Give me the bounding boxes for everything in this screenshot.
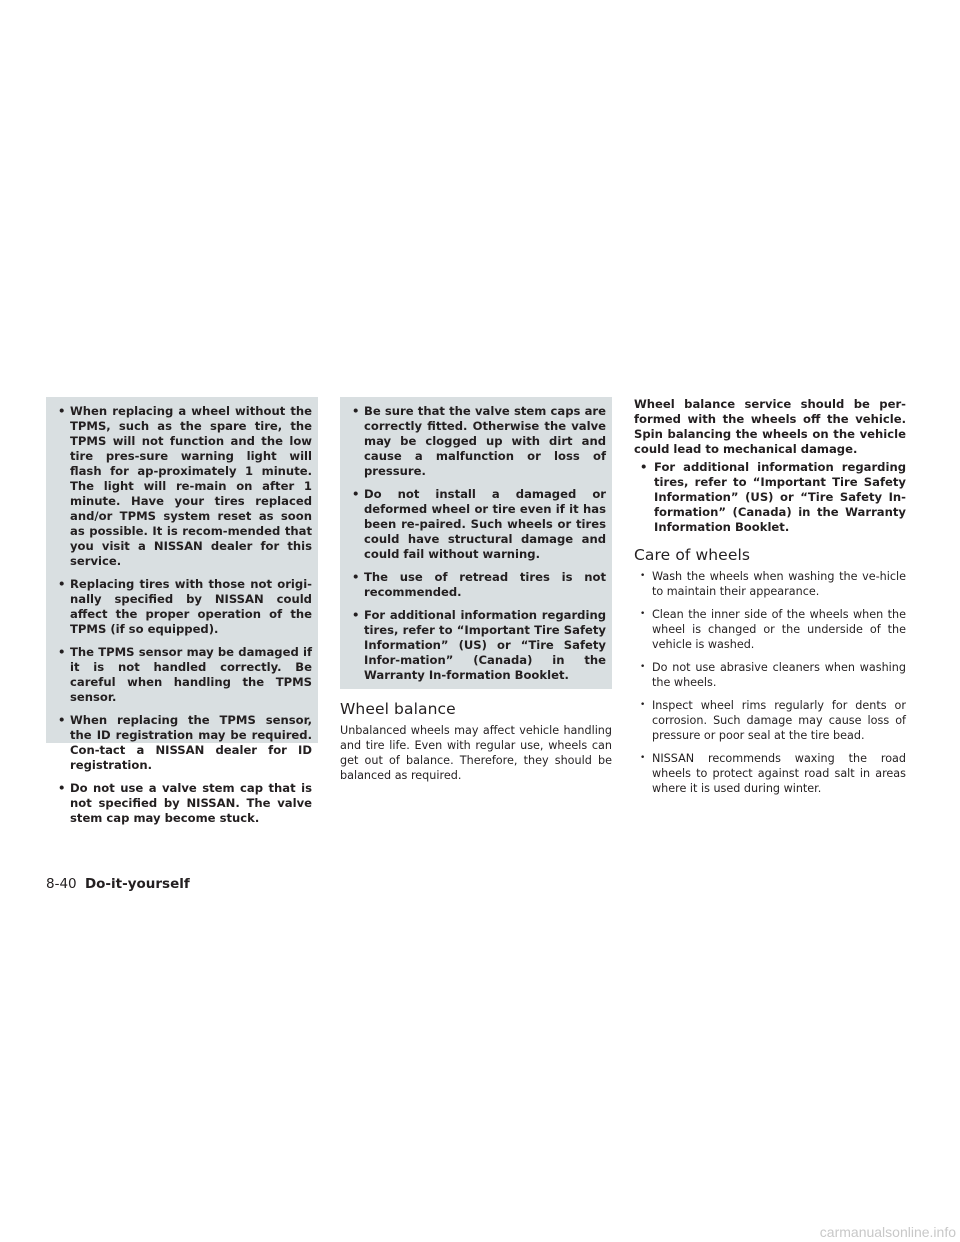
warning-item: • For additional information regarding tires, refer to “Important Tire Safety Information” (US) or “Tire Safety Infor-mation” (Canada) in the Warranty In-formation Booklet.: [350, 608, 606, 683]
warning-box-2: [340, 397, 612, 689]
warning-item: • Do not use a valve stem cap that is not specified by NISSAN. The valve stem cap may become stuck.: [56, 781, 312, 826]
warning-item: • When replacing the TPMS sensor, the ID registration may be required. Con-tact a NISSAN dealer for ID registration.: [56, 713, 312, 773]
list-item: • Do not use abrasive cleaners when washing the wheels.: [634, 660, 906, 690]
warning-item: • Do not install a damaged or deformed wheel or tire even if it has been re-paired. Such wheels or tires could have structural damage and could fail without warning.: [350, 487, 606, 562]
sub-bullet-list: [634, 460, 906, 535]
warning-list-1: [56, 404, 312, 826]
warning-item: • When replacing a wheel without the TPMS, such as the spare tire, the TPMS will not function and the low tire pres-sure warning light will flash for ap-proximately 1 minute. The light will re-main on after 1 minute. Have your tires replaced and/or TPMS system reset as soon as possible. It is recom-mended that you visit a NISSAN dealer for this service.: [56, 404, 312, 569]
warning-box-1: [46, 397, 318, 825]
warning-item: • The use of retread tires is not recommended.: [350, 570, 606, 600]
warning-item: • The TPMS sensor may be damaged if it is not handled correctly. Be careful when handling the TPMS sensor.: [56, 645, 312, 705]
warning-item: • Be sure that the valve stem caps are correctly fitted. Otherwise the valve may be clogged up with dirt and cause a malfunction or loss of pressure.: [350, 404, 606, 479]
column-3: [634, 397, 906, 804]
warning-list-2: [350, 404, 606, 683]
column-2: [340, 397, 612, 783]
section-heading-wheel-balance: Wheel balance: [340, 700, 456, 718]
list-item: • NISSAN recommends waxing the road wheels to protect against road salt in areas where it is used during winter.: [634, 751, 906, 796]
page-footer: [46, 876, 190, 892]
wheel-balance-service-note: Wheel balance service should be per-formed with the wheels off the vehicle. Spin balancing the wheels on the vehicle could lead to mechanical damage.: [634, 397, 906, 456]
wheel-balance-paragraph: Unbalanced wheels may affect vehicle handling and tire life. Even with regular use, wheels can get out of balance. Therefore, they should be balanced as required.: [340, 724, 612, 782]
list-item: • Clean the inner side of the wheels when the wheel is changed or the underside of the vehicle is washed.: [634, 607, 906, 652]
section-name: Do-it-yourself: [84, 876, 190, 892]
warning-item: • Replacing tires with those not origi-nally specified by NISSAN could affect the proper operation of the TPMS (if so equipped).: [56, 577, 312, 637]
sub-bullet-item: • For additional information regarding tires, refer to “Important Tire Safety Information” (US) or “Tire Safety In-formation” (Canada) in the Warranty Information Booklet.: [638, 460, 906, 535]
page-number: 8-40: [46, 876, 77, 892]
column-1: [46, 397, 318, 825]
watermark: carmanualsonline.info: [819, 1224, 956, 1240]
section-heading-care-of-wheels: Care of wheels: [634, 546, 751, 564]
care-of-wheels-list: [634, 569, 906, 796]
list-item: • Wash the wheels when washing the ve-hicle to maintain their appearance.: [634, 569, 906, 599]
list-item: • Inspect wheel rims regularly for dents or corrosion. Such damage may cause loss of pressure or poor seal at the tire bead.: [634, 698, 906, 743]
